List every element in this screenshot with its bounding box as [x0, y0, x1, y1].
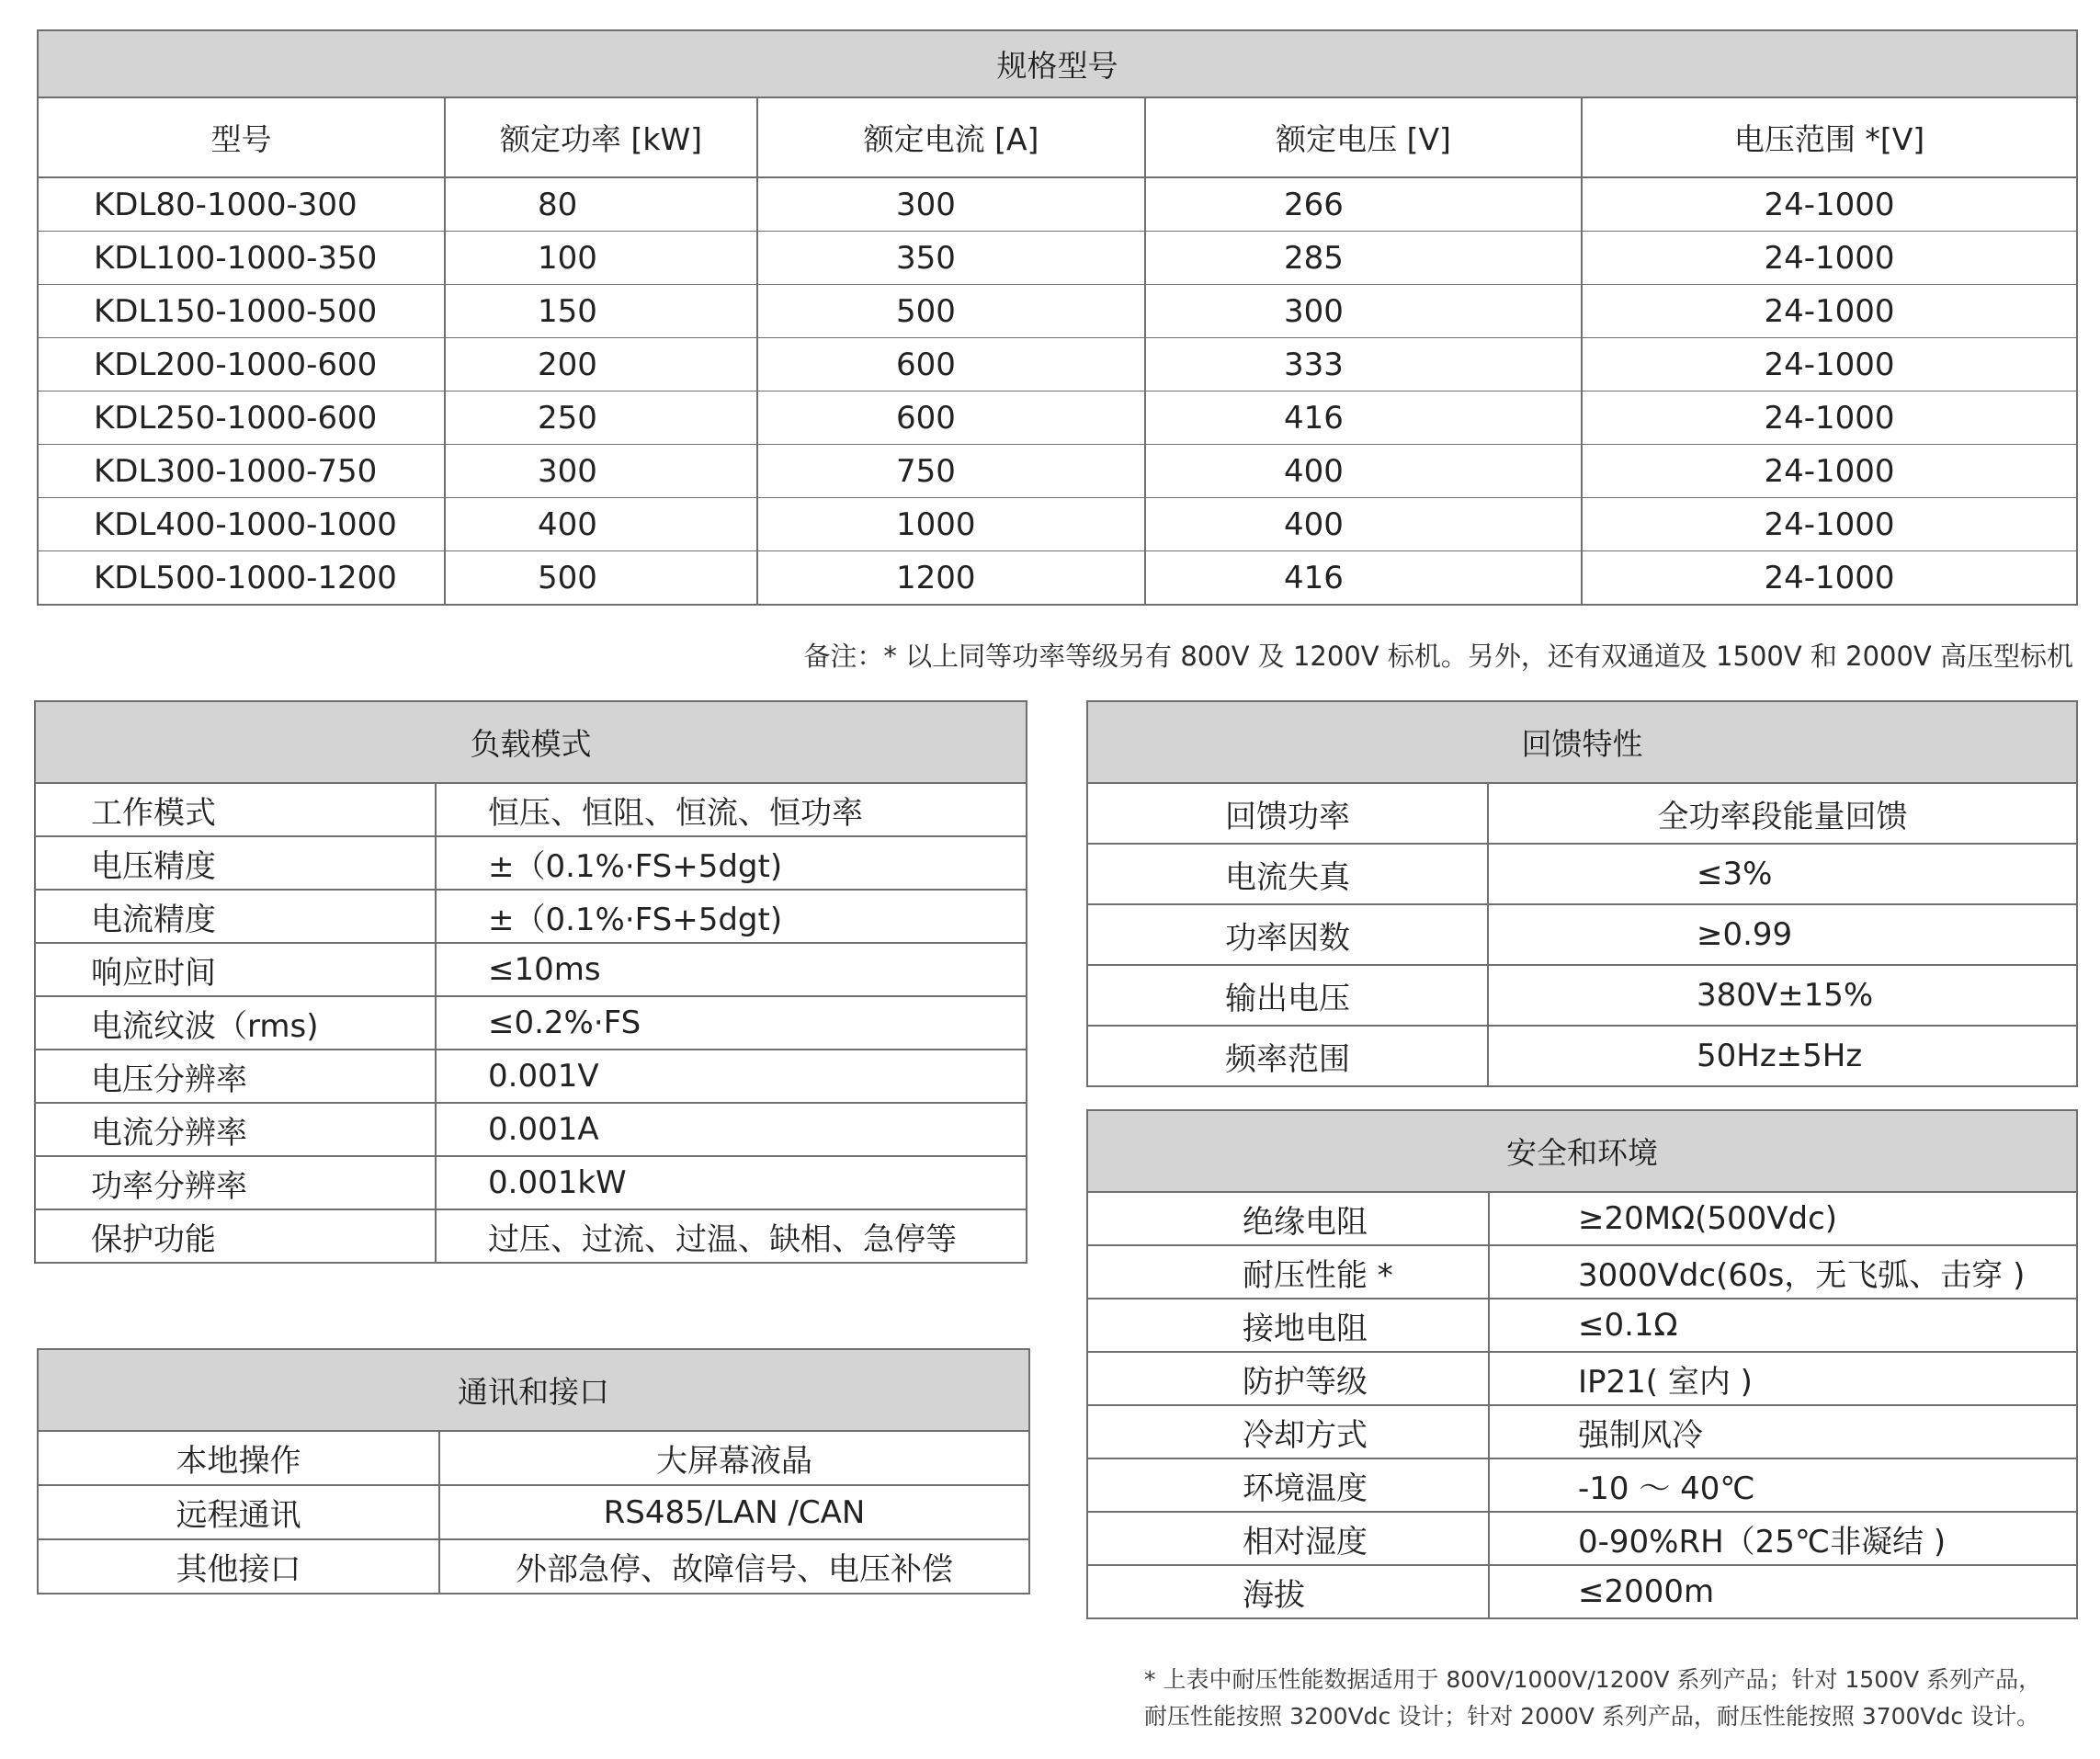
comm-title: 通讯和接口: [38, 1349, 1029, 1431]
param-value: ≥0.99: [1488, 904, 2077, 965]
table-row: [35, 1156, 1027, 1209]
safety-table: [1086, 1109, 2078, 1619]
param-label: 耐压性能 *: [1087, 1245, 1489, 1299]
voltage-cell: 333: [1145, 338, 1582, 392]
param-label: 电流纹波（rms): [35, 996, 436, 1050]
param-value: RS485/LAN /CAN: [439, 1485, 1029, 1539]
param-label: 防护等级: [1087, 1352, 1489, 1405]
power-cell: 100: [445, 232, 757, 285]
voltage-range-cell: 24-1000: [1582, 445, 2077, 498]
table-row: [38, 392, 2077, 445]
feedback-title: 回馈特性: [1087, 701, 2077, 783]
table-row: [35, 1103, 1027, 1156]
model-cell: KDL400-1000-1000: [38, 498, 445, 551]
param-label: 环境温度: [1087, 1458, 1489, 1512]
power-cell: 150: [445, 285, 757, 338]
table-row: [38, 285, 2077, 338]
power-cell: 250: [445, 392, 757, 445]
table-row: [1087, 965, 2077, 1026]
current-cell: 500: [757, 285, 1145, 338]
param-label: 电流失真: [1087, 844, 1488, 904]
param-label: 工作模式: [35, 783, 436, 836]
header-rated-voltage: 额定电压 [V]: [1145, 97, 1582, 177]
table-row: [1087, 1026, 2077, 1086]
power-cell: 300: [445, 445, 757, 498]
param-label: 电压精度: [35, 836, 436, 890]
param-label: 远程通讯: [38, 1485, 439, 1539]
current-cell: 300: [757, 177, 1145, 232]
table-row: [1087, 1352, 2077, 1405]
param-label: 其他接口: [38, 1539, 439, 1594]
load-mode-table: [34, 700, 1027, 1264]
table-row: [38, 1485, 1029, 1539]
power-cell: 200: [445, 338, 757, 392]
param-value: ≤2000m: [1489, 1565, 2077, 1618]
table-row: [35, 783, 1027, 836]
param-value: 大屏幕液晶: [439, 1431, 1029, 1485]
comm-table: [37, 1348, 1030, 1594]
model-cell: KDL250-1000-600: [38, 392, 445, 445]
param-value: 0-90%RH（25℃非凝结 ): [1489, 1512, 2077, 1565]
safety-title: 安全和环境: [1087, 1110, 2077, 1192]
current-cell: 350: [757, 232, 1145, 285]
feedback-table: [1086, 700, 2078, 1087]
table-row: [1087, 1299, 2077, 1352]
param-value: 过压、过流、过温、缺相、急停等: [436, 1209, 1027, 1263]
voltage-range-cell: 24-1000: [1582, 232, 2077, 285]
param-value: ≤3%: [1488, 844, 2077, 904]
param-value: -10 ～ 40℃: [1489, 1458, 2077, 1512]
param-value: ≤10ms: [436, 943, 1027, 996]
model-cell: KDL80-1000-300: [94, 186, 358, 223]
power-cell: 400: [445, 498, 757, 551]
param-label: 功率分辨率: [35, 1156, 436, 1209]
current-cell: 1200: [757, 551, 1145, 606]
param-value: ≥20MΩ(500Vdc): [1489, 1192, 2077, 1245]
param-label: 保护功能: [35, 1209, 436, 1263]
param-value: 50Hz±5Hz: [1488, 1026, 2077, 1086]
voltage-range-cell: 24-1000: [1582, 177, 2077, 232]
param-label: 功率因数: [1087, 904, 1488, 965]
table-row: [38, 445, 2077, 498]
param-value: 0.001A: [436, 1103, 1027, 1156]
param-label: 频率范围: [1087, 1026, 1488, 1086]
header-rated-current: 额定电流 [A]: [757, 97, 1145, 177]
current-cell: 600: [757, 338, 1145, 392]
param-label: 本地操作: [38, 1431, 439, 1485]
footnote-line-1: * 上表中耐压性能数据适用于 800V/1000V/1200V 系列产品；针对 1500V 系列产品，: [1144, 1666, 2042, 1693]
param-value: 恒压、恒阻、恒流、恒功率: [436, 783, 1027, 836]
param-label: 回馈功率: [1087, 783, 1488, 844]
table-row: [35, 996, 1027, 1050]
table-row: [38, 551, 2077, 606]
header-voltage-range: 电压范围 *[V]: [1582, 97, 2077, 177]
param-value: 380V±15%: [1488, 965, 2077, 1026]
header-model: 型号: [38, 97, 445, 177]
header-rated-power: 额定功率 [kW]: [445, 97, 757, 177]
param-label: 电压分辨率: [35, 1050, 436, 1103]
voltage-cell: 416: [1145, 392, 1582, 445]
model-cell: KDL300-1000-750: [38, 445, 445, 498]
param-label: 响应时间: [35, 943, 436, 996]
table-row: [35, 890, 1027, 943]
table-row: [35, 836, 1027, 890]
table-row: [38, 232, 2077, 285]
table-row: [1087, 1192, 2077, 1245]
param-value: IP21( 室内 ): [1489, 1352, 2077, 1405]
spec-table: [37, 29, 2078, 606]
power-cell: 80: [445, 177, 757, 232]
voltage-cell: 416: [1145, 551, 1582, 606]
table-row: [1087, 783, 2077, 844]
voltage-range-cell: 24-1000: [1582, 285, 2077, 338]
table-row: [1087, 1458, 2077, 1512]
power-cell: 500: [445, 551, 757, 606]
voltage-range-cell: 24-1000: [1582, 338, 2077, 392]
footnote-line-2: 耐压性能按照 3200Vdc 设计；针对 2000V 系列产品，耐压性能按照 3700Vdc 设计。: [1144, 1703, 2040, 1730]
model-cell: KDL500-1000-1200: [38, 551, 445, 606]
param-label: 电流分辨率: [35, 1103, 436, 1156]
param-value: ≤0.1Ω: [1489, 1299, 2077, 1352]
param-label: 绝缘电阻: [1087, 1192, 1489, 1245]
param-label: 相对湿度: [1087, 1512, 1489, 1565]
table-row: [38, 1539, 1029, 1594]
current-cell: 750: [757, 445, 1145, 498]
table-row: [1087, 1565, 2077, 1618]
model-cell: KDL150-1000-500: [38, 285, 445, 338]
table-row: [38, 177, 2077, 232]
param-value: 全功率段能量回馈: [1488, 783, 2077, 844]
param-value: ±（0.1%·FS+5dgt): [436, 890, 1027, 943]
param-label: 输出电压: [1087, 965, 1488, 1026]
voltage-range-cell: 24-1000: [1582, 392, 2077, 445]
param-value: ≤0.2%·FS: [436, 996, 1027, 1050]
table-row: [38, 498, 2077, 551]
table-row: [38, 338, 2077, 392]
table-row: [35, 1209, 1027, 1263]
param-label: 电流精度: [35, 890, 436, 943]
table-row: [35, 943, 1027, 996]
param-value: 0.001kW: [436, 1156, 1027, 1209]
voltage-cell: 285: [1145, 232, 1582, 285]
table-row: [1087, 1245, 2077, 1299]
current-cell: 1000: [757, 498, 1145, 551]
table-row: [38, 1431, 1029, 1485]
param-value: 0.001V: [436, 1050, 1027, 1103]
voltage-cell: 400: [1145, 445, 1582, 498]
table-row: [1087, 1512, 2077, 1565]
param-label: 海拔: [1087, 1565, 1489, 1618]
voltage-cell: 300: [1145, 285, 1582, 338]
param-value: 强制风冷: [1489, 1405, 2077, 1458]
voltage-range-cell: 24-1000: [1582, 498, 2077, 551]
param-label: 冷却方式: [1087, 1405, 1489, 1458]
load-mode-title: 负载模式: [35, 701, 1027, 783]
param-value: ±（0.1%·FS+5dgt): [436, 836, 1027, 890]
param-value: 外部急停、故障信号、电压补偿: [439, 1539, 1029, 1594]
current-cell: 600: [757, 392, 1145, 445]
table-row: [1087, 1405, 2077, 1458]
param-label: 接地电阻: [1087, 1299, 1489, 1352]
spec-table-title: 规格型号: [38, 30, 2077, 97]
param-value: 3000Vdc(60s，无飞弧、击穿 ): [1489, 1245, 2077, 1299]
voltage-cell: 400: [1145, 498, 1582, 551]
model-cell: KDL100-1000-350: [38, 232, 445, 285]
table-row: [1087, 904, 2077, 965]
voltage-cell: 266: [1145, 177, 1582, 232]
model-cell: KDL200-1000-600: [38, 338, 445, 392]
safety-footnote: [1144, 1662, 2041, 1735]
table-row: [35, 1050, 1027, 1103]
table-row: [1087, 844, 2077, 904]
voltage-range-cell: 24-1000: [1582, 551, 2077, 606]
spec-note: 备注：* 以上同等功率等级另有 800V 及 1200V 标机。另外，还有双通道及 1500V 和 2000V 高压型标机: [803, 641, 2073, 672]
